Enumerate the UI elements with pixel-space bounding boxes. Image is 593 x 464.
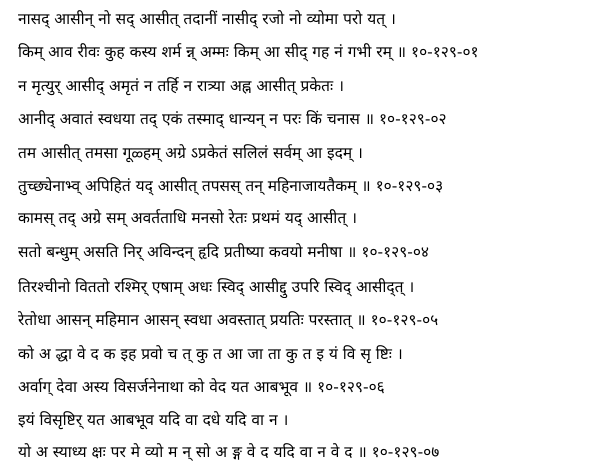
verse-line-5: तम आसीत् तमसा गूळ्हम् अग्रे ऽप्रकेतं सलिलं सर्वम् आ इदम् । (18, 144, 363, 162)
verse-line-7: कामस् तद् अग्रे सम् अवर्तताधि मनसो रेतः प्रथमं यद् आसीत् । (18, 209, 357, 227)
verse-line-12: अर्वाग् देवा अस्य विसर्जनेनाथा को वेद यत आबभूव ॥ १०-१२९-०६ (18, 378, 385, 396)
verse-line-1: नासद् आसीन् नो सद् आसीत् तदानीं नासीद् रजो नो व्योमा परो यत् । (18, 10, 396, 28)
verse-line-6: तुच्छ्येनाभ्व् अपिहितं यद् आसीत् तपसस् तन् महिनाजायतैकम् ॥ १०-१२९-०३ (18, 177, 444, 195)
verse-line-10: रेतोधा आसन् महिमान आसन् स्वधा अवस्तात् प्रयतिः परस्तात् ॥ १०-१२९-०५ (18, 311, 439, 329)
verse-line-11: को अ द्धा वे द क इह प्रवो च त् कु त आ जा ता कु त इ यं वि सृ ष्टिः । (18, 345, 403, 363)
verse-line-13: इयं विसृष्टिर् यत आबभूव यदि वा दधे यदि वा न । (18, 411, 289, 429)
verse-line-3: न मृत्युर् आसीद् अमृतं न तर्हि न रात्र्या अह्न आसीत् प्रकेतः । (18, 77, 344, 95)
verse-line-9: तिरश्चीनो विततो रश्मिर् एषाम् अधः स्विद् आसीद्दु उपरि स्विद् आसीद्त् । (18, 278, 415, 296)
verse-line-4: आनीद् अवातं स्वधया तद् एकं तस्माद् धान्यन् न परः किं चनास ॥ १०-१२९-०२ (18, 110, 447, 128)
verse-line-2: किम् आव रीवः कुह कस्य शर्म न्न् अम्मः किम् आ सीद् गह नं गभी रम् ॥ १०-१२९-०१ (18, 43, 479, 61)
verse-line-8: सतो बन्धुम् असति निर् अविन्दन् हृदि प्रतीष्या कवयो मनीषा ॥ १०-१२९-०४ (18, 243, 429, 261)
verse-line-14: यो अ स्याध्य क्षः पर मे व्यो म न् सो अ ङ्ग वे द यदि वा न वे द ॥ १०-१२९-०७ (18, 443, 440, 461)
